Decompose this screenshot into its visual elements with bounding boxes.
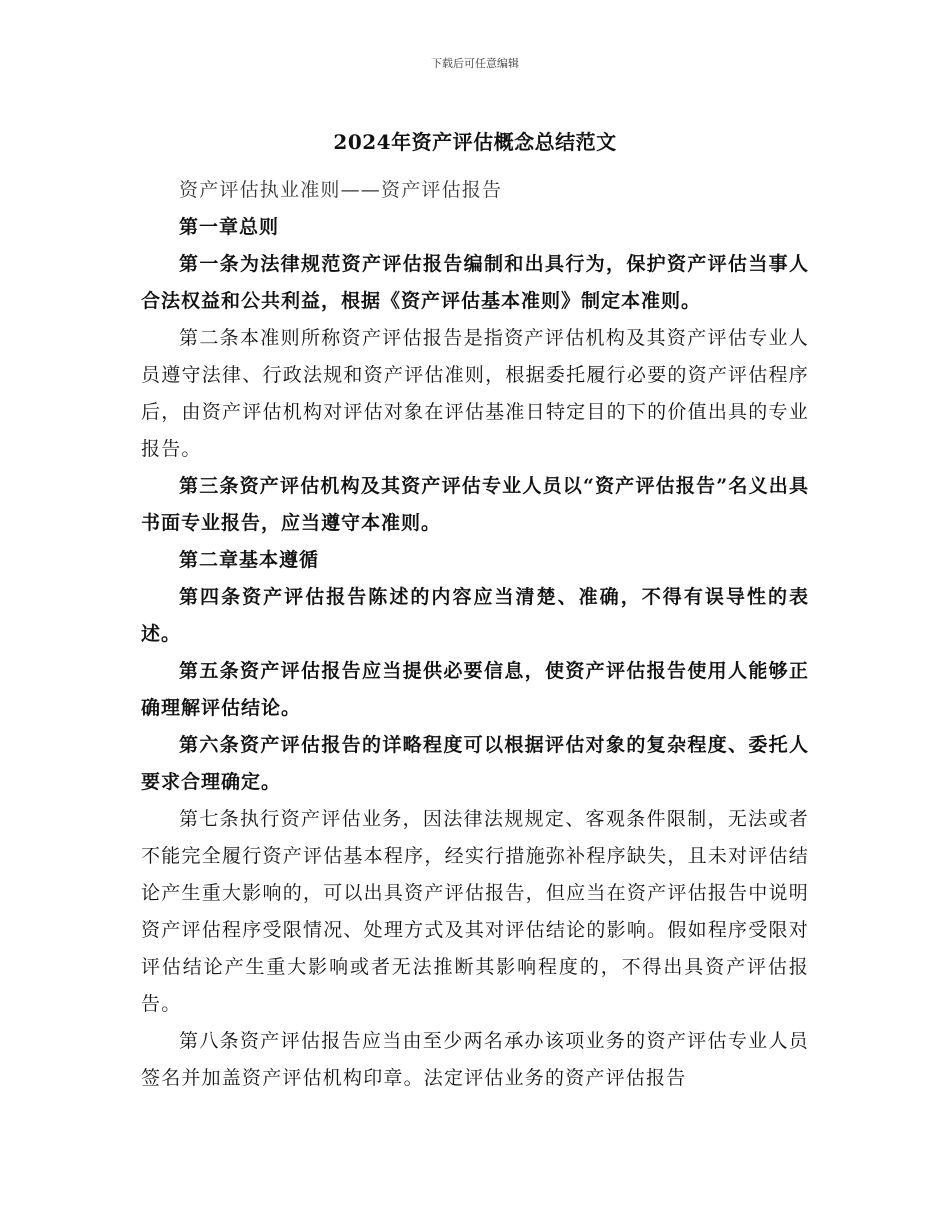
article-6: 第六条资产评估报告的详略程度可以根据评估对象的复杂程度、委托人要求合理确定。 xyxy=(141,734,809,793)
article-1: 第一条为法律规范资产评估报告编制和出具行为，保护资产评估当事人合法权益和公共利益，根据《资产评估基本准则》制定本准则。 xyxy=(141,253,809,312)
article-5: 第五条资产评估报告应当提供必要信息，使资产评估报告使用人能够正确理解评估结论。 xyxy=(141,660,809,719)
document-title: 2024年资产评估概念总结范文 xyxy=(333,130,617,154)
article-2: 第二条本准则所称资产评估报告是指资产评估机构及其资产评估专业人员遵守法律、行政法规和资产评估准则，根据委托履行必要的资产评估程序后，由资产评估机构对评估对象在评估基准日特定目的下的价值出具的专业报告。 xyxy=(141,327,809,460)
article-8: 第八条资产评估报告应当由至少两名承办该项业务的资产评估专业人员签名并加盖资产评估机构印章。法定评估业务的资产评估报告 xyxy=(141,1030,809,1089)
chapter-heading-2: 第二章基本遵循 xyxy=(179,549,320,571)
paragraph-subtitle: 资产评估执业准则——资产评估报告 xyxy=(179,179,503,201)
article-4: 第四条资产评估报告陈述的内容应当清楚、准确，不得有误导性的表述。 xyxy=(141,586,809,645)
article-7: 第七条执行资产评估业务，因法律法规规定、客观条件限制，无法或者不能完全履行资产评估基本程序，经实行措施弥补程序缺失，且未对评估结论产生重大影响的，可以出具资产评估报告，但应当在资产评估报告中说明资产评估程序受限情况、处理方式及其对评估结论的影响。假如程序受限对评估结论产生重大影响或者无法推断其影响程度的，不得出具资产评估报告。 xyxy=(141,808,809,1015)
document-body xyxy=(141,172,809,1097)
header-note: 下载后可任意编辑 xyxy=(431,57,519,70)
article-3: 第三条资产评估机构及其资产评估专业人员以“资产评估报告”名义出具书面专业报告，应当遵守本准则。 xyxy=(141,475,809,534)
chapter-heading-1: 第一章总则 xyxy=(179,216,280,238)
